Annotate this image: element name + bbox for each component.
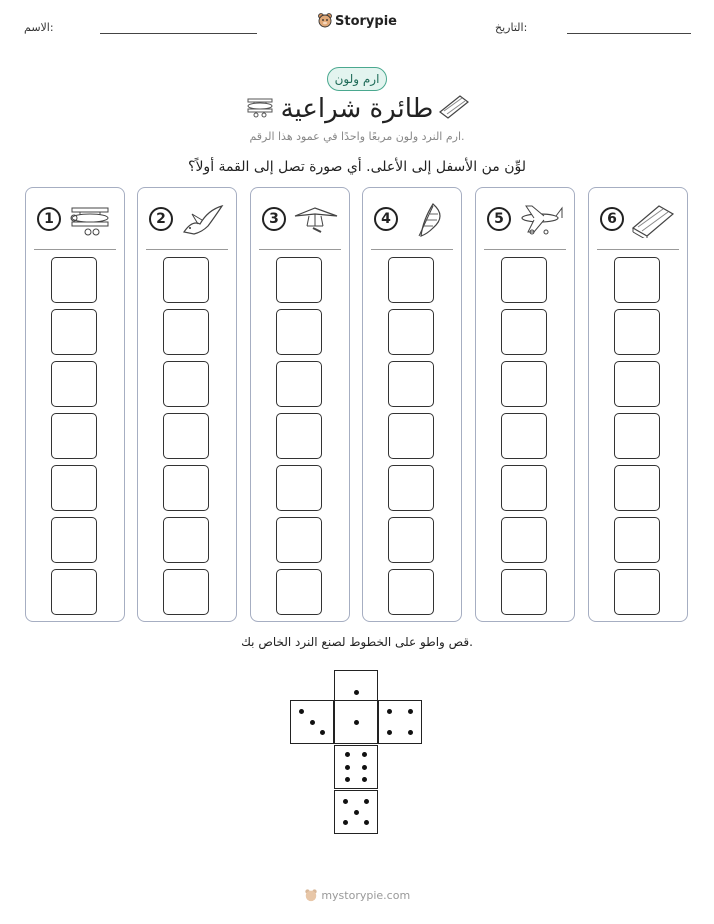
- color-box[interactable]: [501, 569, 547, 615]
- dice-face: [290, 700, 334, 744]
- dice-column-5: [475, 187, 575, 622]
- column-header: [484, 202, 566, 238]
- color-box[interactable]: [501, 257, 547, 303]
- dice-pip: [387, 730, 392, 735]
- storypie-bear-icon: [317, 12, 333, 28]
- dice-pip: [354, 720, 359, 725]
- color-box[interactable]: [388, 413, 434, 459]
- brand-name: Storypie: [335, 14, 397, 29]
- dice-column-2: [137, 187, 237, 622]
- color-box[interactable]: [276, 309, 322, 355]
- footer-url: mystorypie.com: [321, 889, 411, 902]
- dice-pip: [343, 799, 348, 804]
- dice-pip: [387, 709, 392, 714]
- feather-icon: [403, 202, 451, 238]
- column-divider: [484, 249, 566, 250]
- color-box[interactable]: [276, 517, 322, 563]
- dice-column-4: [362, 187, 462, 622]
- dice-pip: [310, 720, 315, 725]
- color-box[interactable]: [501, 413, 547, 459]
- color-box[interactable]: [501, 361, 547, 407]
- color-box[interactable]: [276, 465, 322, 511]
- color-box[interactable]: [163, 361, 209, 407]
- column-header: [34, 202, 116, 238]
- footer-bear-icon: [304, 888, 318, 902]
- color-box[interactable]: [501, 517, 547, 563]
- color-box[interactable]: [388, 361, 434, 407]
- dice-pip: [362, 752, 367, 757]
- subtitle: ارم النرد ولون مربعًا واحدًا في عمود هذا الرقم.: [249, 130, 465, 143]
- dice-pip: [364, 820, 369, 825]
- dice-face: [334, 790, 378, 834]
- airplane-icon: [516, 202, 564, 238]
- dice-pip: [345, 777, 350, 782]
- color-box[interactable]: [614, 309, 660, 355]
- color-box[interactable]: [163, 569, 209, 615]
- dice-face: [334, 745, 378, 789]
- column-number: 5: [487, 207, 511, 231]
- dice-pip: [320, 730, 325, 735]
- color-box[interactable]: [501, 465, 547, 511]
- column-number: 3: [262, 207, 286, 231]
- instruction: لوِّن من الأسفل إلى الأعلى. أي صورة تصل إلى القمة أولاً؟: [188, 159, 526, 175]
- dice-instruction: قص واطو على الخطوط لصنع النرد الخاص بك.: [241, 635, 473, 649]
- dice-pip: [362, 765, 367, 770]
- color-box[interactable]: [614, 569, 660, 615]
- color-box[interactable]: [388, 569, 434, 615]
- dice-pip: [345, 752, 350, 757]
- dice-face: [378, 700, 422, 744]
- column-divider: [146, 249, 228, 250]
- column-divider: [371, 249, 453, 250]
- color-box[interactable]: [388, 465, 434, 511]
- color-box[interactable]: [388, 257, 434, 303]
- column-number: 1: [37, 207, 61, 231]
- biplane-icon: [66, 202, 114, 238]
- dice-pip: [354, 690, 359, 695]
- color-box[interactable]: [51, 361, 97, 407]
- dice-pip: [408, 730, 413, 735]
- column-header: [371, 202, 453, 238]
- color-box[interactable]: [163, 465, 209, 511]
- color-box[interactable]: [614, 257, 660, 303]
- dice-pip: [299, 709, 304, 714]
- color-box[interactable]: [614, 517, 660, 563]
- color-box[interactable]: [163, 309, 209, 355]
- column-divider: [34, 249, 116, 250]
- date-line[interactable]: [567, 33, 691, 34]
- color-box[interactable]: [51, 569, 97, 615]
- color-box[interactable]: [276, 413, 322, 459]
- brand-logo: [0, 12, 714, 29]
- color-box[interactable]: [276, 361, 322, 407]
- color-box[interactable]: [163, 413, 209, 459]
- color-box[interactable]: [388, 309, 434, 355]
- color-box[interactable]: [51, 517, 97, 563]
- dice-column-3: [250, 187, 350, 622]
- column-header: [259, 202, 341, 238]
- color-box[interactable]: [51, 309, 97, 355]
- color-box[interactable]: [51, 257, 97, 303]
- color-box[interactable]: [163, 257, 209, 303]
- color-box[interactable]: [614, 465, 660, 511]
- page-title: طائرة شراعية: [280, 94, 434, 124]
- column-header: [146, 202, 228, 238]
- column-number: 4: [374, 207, 398, 231]
- date-label: التاريخ:: [495, 21, 528, 34]
- footer: [0, 888, 714, 902]
- column-divider: [259, 249, 341, 250]
- eagle-icon: [178, 202, 226, 238]
- dice-pip: [408, 709, 413, 714]
- balsa-wood-title-icon: [438, 94, 470, 120]
- column-header: [597, 202, 679, 238]
- hang-glider-icon: [291, 202, 339, 238]
- color-box[interactable]: [276, 257, 322, 303]
- dice-pip: [364, 799, 369, 804]
- column-divider: [597, 249, 679, 250]
- dice-pip: [362, 777, 367, 782]
- color-box[interactable]: [614, 361, 660, 407]
- color-box[interactable]: [276, 569, 322, 615]
- column-number: 6: [600, 207, 624, 231]
- dice-pip: [343, 820, 348, 825]
- balsa-wood-icon: [629, 202, 677, 238]
- dice-column-6: [588, 187, 688, 622]
- name-label: الاسم:: [24, 21, 54, 34]
- color-box[interactable]: [388, 517, 434, 563]
- dice-pip: [345, 765, 350, 770]
- column-number: 2: [149, 207, 173, 231]
- activity-badge: ارم ولون: [327, 67, 387, 91]
- color-box[interactable]: [51, 413, 97, 459]
- color-box[interactable]: [163, 517, 209, 563]
- dice-face: [334, 700, 378, 744]
- dice-pip: [354, 810, 359, 815]
- color-box[interactable]: [614, 413, 660, 459]
- name-line[interactable]: [100, 33, 257, 34]
- dice-column-1: [25, 187, 125, 622]
- color-box[interactable]: [501, 309, 547, 355]
- color-box[interactable]: [51, 465, 97, 511]
